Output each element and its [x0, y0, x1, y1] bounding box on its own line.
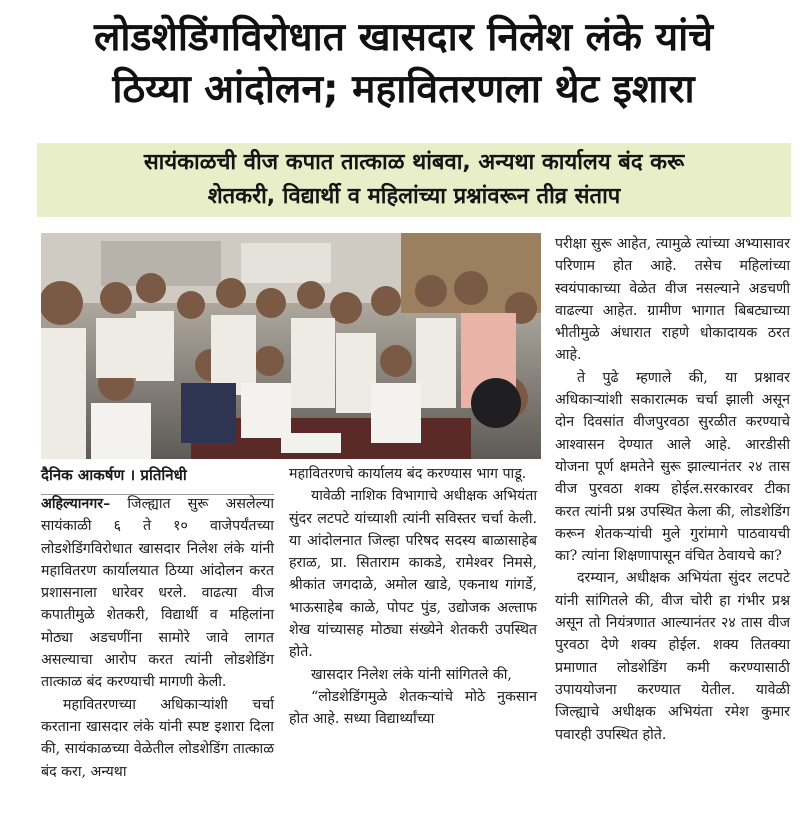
- dateline: अहिल्यानगर–: [41, 496, 111, 512]
- subheadline: [37, 143, 791, 217]
- article-paragraph-text: जिल्ह्यात सुरू असलेल्या सायंकाळी ६ ते १० वाजेपर्यंतच्या लोडशेडिंगविरोधात खासदार निलेश लंके यांनी महावितरण कार्यालयात ठिय्या आंदोलन करत प्रशासनाला धारेवर धरले. वाढत्या वीज कपातीमुळे शेतकरी, विद्यार्थी व महिलांना मोठ्या अडचणींना सामोरे जावे लागत असल्याचा आरोप करत त्यांनी लोडशेडिंग तात्काळ बंद करण्याची मागणी केली.: [41, 496, 274, 691]
- byline: दैनिक आकर्षण । प्रतिनिधी: [41, 466, 187, 484]
- article-paragraph: खासदार निलेश लंके यांनी सांगितले की,: [311, 666, 512, 683]
- subheadline-line-2: शेतकरी, विद्यार्थी व महिलांच्या प्रश्नांवरून तीव्र संताप: [207, 184, 621, 209]
- article-column-2: [289, 463, 537, 731]
- article-paragraph: महावितरणच्या अधिकाऱ्यांशी चर्चा करताना खासदार लंके यांनी स्पष्ट इशारा दिला की, सायंकाळच्या वेळेतील लोडशेडिंग तात्काळ बंद करा, अन्यथा: [41, 696, 274, 780]
- article-paragraph: [41, 493, 274, 694]
- news-photo: [41, 233, 541, 459]
- headline: [0, 12, 807, 116]
- article-paragraph: महावितरणचे कार्यालय बंद करण्यास भाग पाडू.: [289, 466, 527, 482]
- headline-line-2: ठिय्या आंदोलन; महावितरणला थेट इशारा: [112, 67, 695, 112]
- article-column-3: [555, 233, 790, 746]
- headline-line-1: लोडशेडिंगविरोधात खासदार निलेश लंके यांचे: [93, 15, 714, 60]
- article-paragraph: ते पुढे म्हणाले की, या प्रश्नावर अधिकाऱ्यांशी सकारात्मक चर्चा झाली असून दोन दिवसांत वीजपुरवठा सुरळीत करण्याचे आश्वासन देण्यात आले आहे. आरडीसी योजना पूर्ण क्षमतेने सुरू झाल्यानंतर २४ तास वीज पुरवठा शक्य होईल.सरकारवर टीका करत त्यांनी प्रश्न उपस्थित केला की, लोडशेडिंग करून शेतकऱ्यांची मुले गुरांमागे पाठवायची का? त्यांना शिक्षणापासून वंचित ठेवायचे का?: [555, 369, 790, 565]
- article-paragraph: परीक्षा सुरू आहेत, त्यामुळे त्यांच्या अभ्यासावर परिणाम होत आहे. तसेच महिलांच्या स्वयंपाकाच्या वेळेत वीज नसल्याने अडचणी वाढल्या आहेत. ग्रामीण भागात बिबट्याच्या भीतीमुळे अंधारात राहणे धोकादायक ठरत आहे.: [555, 236, 790, 364]
- article-column-1: [41, 463, 274, 783]
- photo-crowd-illustration: [41, 233, 541, 459]
- article-quote: “लोडशेडिंगमुळे शेतकऱ्यांचे मोठे नुकसान होत आहे. सध्या विद्यार्थ्यांच्या: [289, 688, 537, 728]
- article-paragraph: दरम्यान, अधीक्षक अभियंता सुंदर लटपटे यांनी सांगितले की, वीज चोरी हा गंभीर प्रश्न असून तो नियंत्रणात आल्यानंतर २४ तास वीज पुरवठा देणे शक्य होईल. शक्य तितक्या प्रमाणात लोडशेडिंग कमी करण्यासाठी उपाययोजना करण्यात येतील. यावेळी जिल्ह्याचे अधीक्षक अभियंता रमेश कुमार पवारही उपस्थित होते.: [555, 570, 790, 743]
- subheadline-line-1: सायंकाळची वीज कपात तात्काळ थांबवा, अन्यथा कार्यालय बंद करू: [143, 150, 685, 175]
- article-paragraph: यावेळी नाशिक विभागाचे अधीक्षक अभियंता सुंदर लटपटे यांच्याशी त्यांनी सविस्तर चर्चा केली. या आंदोलनात जिल्हा परिषद सदस्य बाळासाहेब हराळ, प्रा. सिताराम काकडे, रामेश्वर निमसे, श्रीकांत जगदाळे, अमोल खाडे, एकनाथ गांगर्डे, भाऊसाहेब काळे, पोपट पुंड, उद्योजक अल्ताफ शेख यांच्यासह मोठ्या संख्येने शेतकरी उपस्थित होते.: [289, 488, 537, 661]
- byline-divider: [41, 494, 274, 495]
